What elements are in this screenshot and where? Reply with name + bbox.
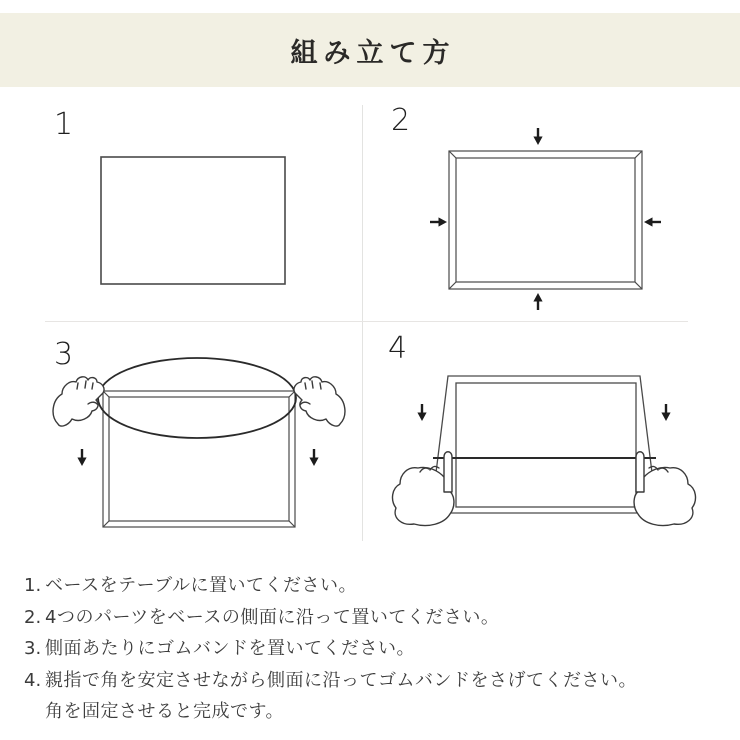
instruction-list	[24, 575, 724, 733]
instruction-number: 2.	[24, 606, 42, 628]
arrow-down-icon	[661, 404, 670, 421]
instruction-text: 角を固定させると完成です。	[45, 701, 285, 722]
instruction-number: 1.	[24, 575, 42, 596]
left-hand-icon	[53, 377, 104, 426]
instruction-line	[24, 607, 724, 629]
frame-outline	[103, 391, 295, 527]
step-1-number: 1	[54, 107, 74, 142]
instruction-line	[24, 670, 724, 692]
instruction-line	[24, 701, 724, 723]
step-4-press-diagram	[362, 330, 740, 575]
page-title: 組み立て方	[290, 37, 456, 69]
instruction-text: 側面あたりにゴムバンドを置いてください。	[45, 638, 415, 659]
left-hand-icon	[393, 452, 454, 526]
instruction-text: 親指で角を安定させながら側面に沿ってゴムバンドをさげてください。	[45, 669, 637, 691]
step-2-number: 2	[391, 103, 411, 138]
frame-outline	[431, 376, 657, 513]
right-hand-icon	[294, 377, 345, 426]
header-band	[0, 13, 740, 87]
arrow-left-icon	[644, 217, 661, 226]
instruction-text: 4つのパーツをベースの側面に沿って置いてください。	[45, 606, 500, 628]
instruction-line	[24, 575, 724, 597]
instruction-text: ベースをテーブルに置いてください。	[45, 575, 357, 596]
arrow-down-icon	[533, 128, 542, 145]
instruction-number	[24, 701, 45, 723]
right-hand-icon	[634, 452, 695, 526]
arrow-right-icon	[430, 217, 447, 226]
arrow-down-icon	[417, 404, 426, 421]
step-1-base-diagram	[0, 95, 362, 330]
step-2-frame-diagram	[362, 95, 740, 330]
instruction-number: 3.	[24, 638, 42, 659]
arrow-down-icon	[77, 449, 86, 466]
step-3-number: 3	[54, 337, 74, 372]
step-4-number: 4	[388, 331, 408, 366]
base-board-rect	[101, 157, 285, 284]
instruction-line	[24, 638, 724, 660]
frame-outline	[449, 151, 642, 289]
instruction-number: 4.	[24, 669, 42, 691]
arrow-down-icon	[309, 449, 318, 466]
arrow-up-icon	[533, 293, 542, 310]
step-3-band-diagram	[0, 330, 362, 575]
